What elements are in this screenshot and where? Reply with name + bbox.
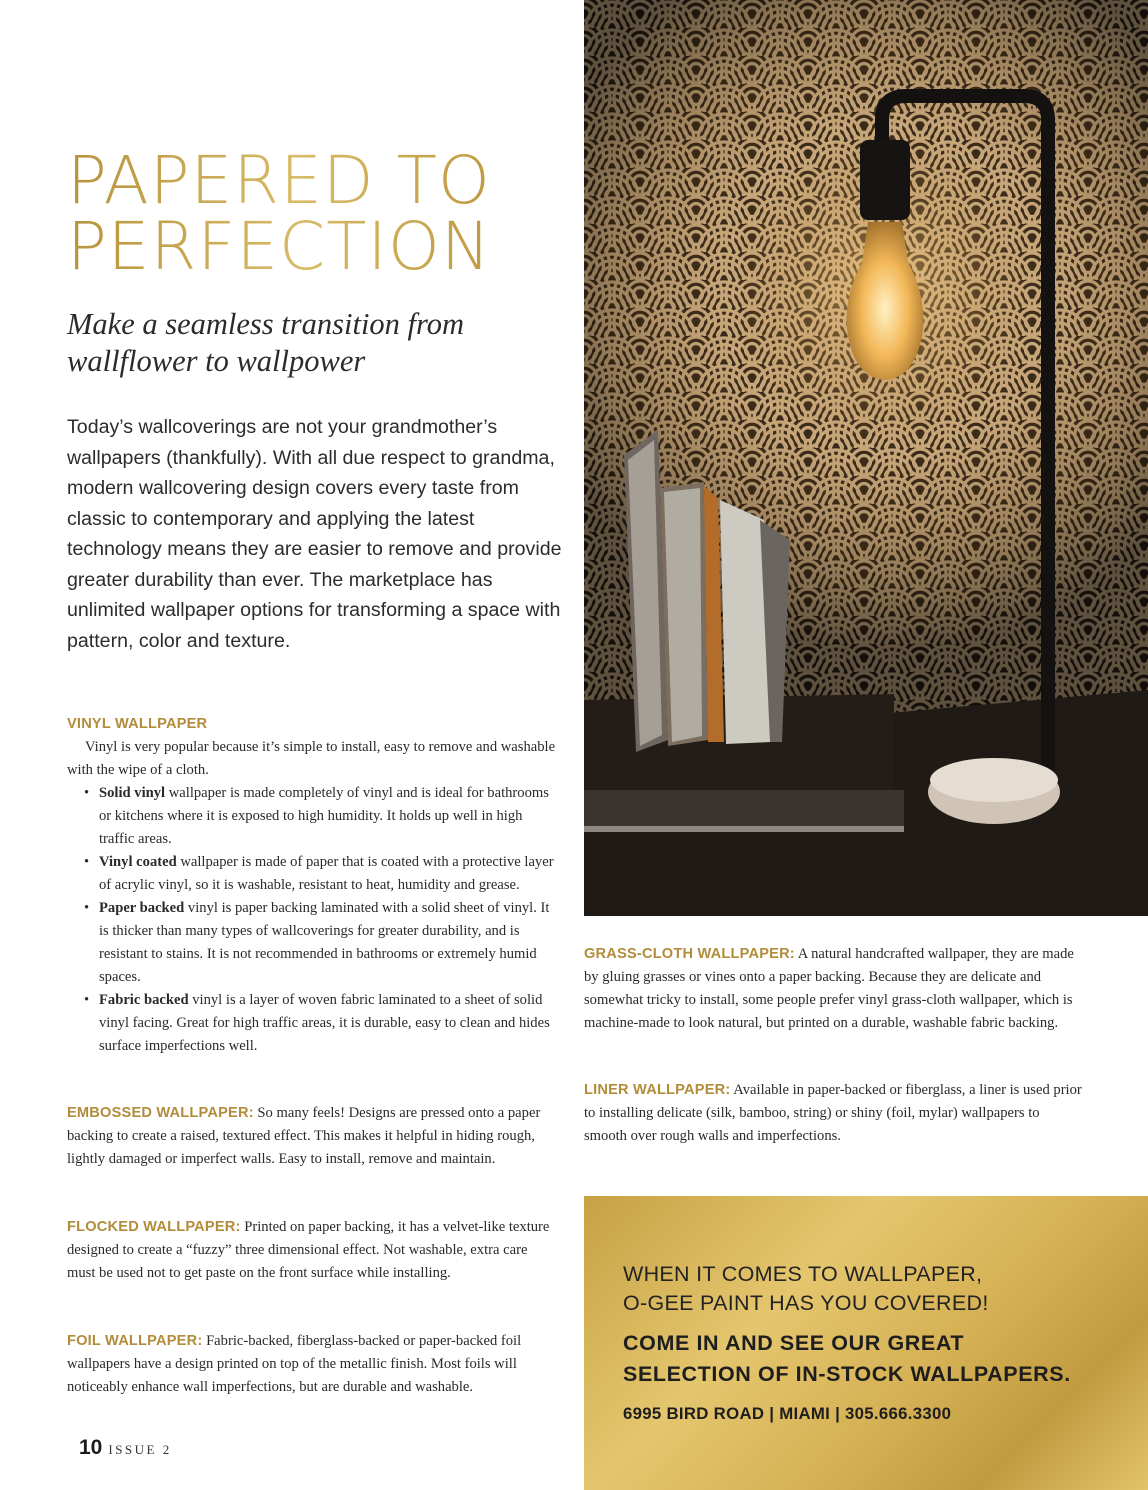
vinyl-section — [67, 713, 557, 1058]
flocked-heading: FLOCKED WALLPAPER: — [67, 1219, 241, 1235]
promo-callout — [623, 1328, 1133, 1390]
item-term: Solid vinyl — [99, 785, 166, 801]
liner-heading: LINER WALLPAPER: — [584, 1082, 731, 1098]
list-item — [99, 897, 557, 989]
promo-tagline-1: WHEN IT COMES TO WALLPAPER, — [623, 1262, 983, 1286]
list-item — [99, 989, 557, 1058]
grasscloth-section — [584, 943, 1084, 1035]
item-term: Vinyl coated — [99, 854, 177, 870]
list-item — [99, 782, 557, 851]
item-text: vinyl is a layer of woven fabric laminated to a sheet of solid vinyl facing. Great for high traffic areas, it is durable, easy to clean and hides surface imperfections well. — [99, 992, 550, 1054]
vinyl-list — [67, 782, 557, 1058]
item-text: vinyl is paper backing laminated with a solid sheet of vinyl. It is thicker than many types of wallcoverings for greater durability, and is resistant to stains. It is not recommended in bathrooms or extremely humid spaces. — [99, 900, 550, 985]
page-number: 10 — [79, 1436, 103, 1459]
title-line-1: PAPERED TO — [67, 142, 491, 219]
promo-callout-2: SELECTION OF IN-STOCK WALLPAPERS. — [623, 1362, 1071, 1386]
page-folio — [79, 1436, 172, 1460]
item-term: Fabric backed — [99, 992, 189, 1008]
embossed-heading: EMBOSSED WALLPAPER: — [67, 1105, 254, 1121]
foil-section — [67, 1330, 559, 1399]
article-subtitle: Make a seamless transition from wallflower to wallpower — [67, 307, 465, 378]
embossed-section — [67, 1102, 559, 1171]
item-text: wallpaper is made completely of vinyl and is ideal for bathrooms or kitchens where it is exposed to high humidity. It holds up well in high traffic areas. — [99, 785, 549, 847]
flocked-text: Printed on paper backing, it has a velvet-like texture designed to create a “fuzzy” three dimensional effect. Not washable, extra care must be used not to get paste on the front surface while installing. — [67, 1219, 550, 1281]
grasscloth-text: A natural handcrafted wallpaper, they are made by gluing grasses or vines onto a paper backing. Because they are delicate and somewhat tricky to install, some people prefer vinyl grass-cloth wallpaper, which is machine-made to look natural, but printed on a durable, washable fabric backing. — [584, 946, 1074, 1031]
promo-box — [584, 1196, 1148, 1490]
photo-illustration — [584, 0, 1148, 916]
promo-callout-1: COME IN AND SEE OUR GREAT — [623, 1331, 965, 1355]
title-line-2: PERFECTION — [67, 208, 492, 285]
embossed-text: So many feels! Designs are pressed onto a paper backing to create a raised, textured effect. This makes it helpful in hiding rough, lightly damaged or imperfect walls. Easy to install, remove and maintain. — [67, 1105, 541, 1167]
foil-heading: FOIL WALLPAPER: — [67, 1333, 203, 1349]
item-term: Paper backed — [99, 900, 185, 916]
vinyl-heading: VINYL WALLPAPER — [67, 716, 208, 732]
vinyl-intro: Vinyl is very popular because it’s simple to install, easy to remove and washable with the wipe of a cloth. — [67, 739, 556, 778]
flocked-section — [67, 1216, 559, 1285]
intro-paragraph: Today’s wallcoverings are not your grandmother’s wallpapers (thankfully). With all due respect to grandma, modern wallcovering design covers every taste from classic to contemporary and applying the latest technology means they are easier to remove and provide greater durability than ever. The marketplace has unlimited wallpaper options for transforming a space with pattern, color and texture. — [67, 416, 562, 652]
list-item — [99, 851, 557, 897]
liner-text: Available in paper-backed or fiberglass, a liner is used prior to installing delicate (silk, bamboo, string) or shiny (foil, mylar) wallpapers to smooth over rough walls and imperfections. — [584, 1082, 1082, 1144]
lamp-photo — [584, 0, 1148, 916]
article-title — [67, 142, 492, 285]
store-address: 6995 BIRD ROAD | MIAMI | 305.666.3300 — [623, 1404, 952, 1423]
liner-section — [584, 1079, 1084, 1148]
grasscloth-heading: GRASS-CLOTH WALLPAPER: — [584, 946, 795, 962]
issue-label: ISSUE 2 — [108, 1442, 172, 1457]
item-text: wallpaper is made of paper that is coated with a protective layer of acrylic vinyl, so it is washable, resistant to heat, humidity and grease. — [99, 854, 554, 893]
promo-tagline-2: O-GEE PAINT HAS YOU COVERED! — [623, 1291, 989, 1315]
foil-text: Fabric-backed, fiberglass-backed or paper-backed foil wallpapers have a design printed on top of the metallic finish. Most foils will noticeably enhance wall imperfections, but are durable and washable. — [67, 1333, 522, 1395]
promo-tagline — [623, 1260, 1123, 1318]
